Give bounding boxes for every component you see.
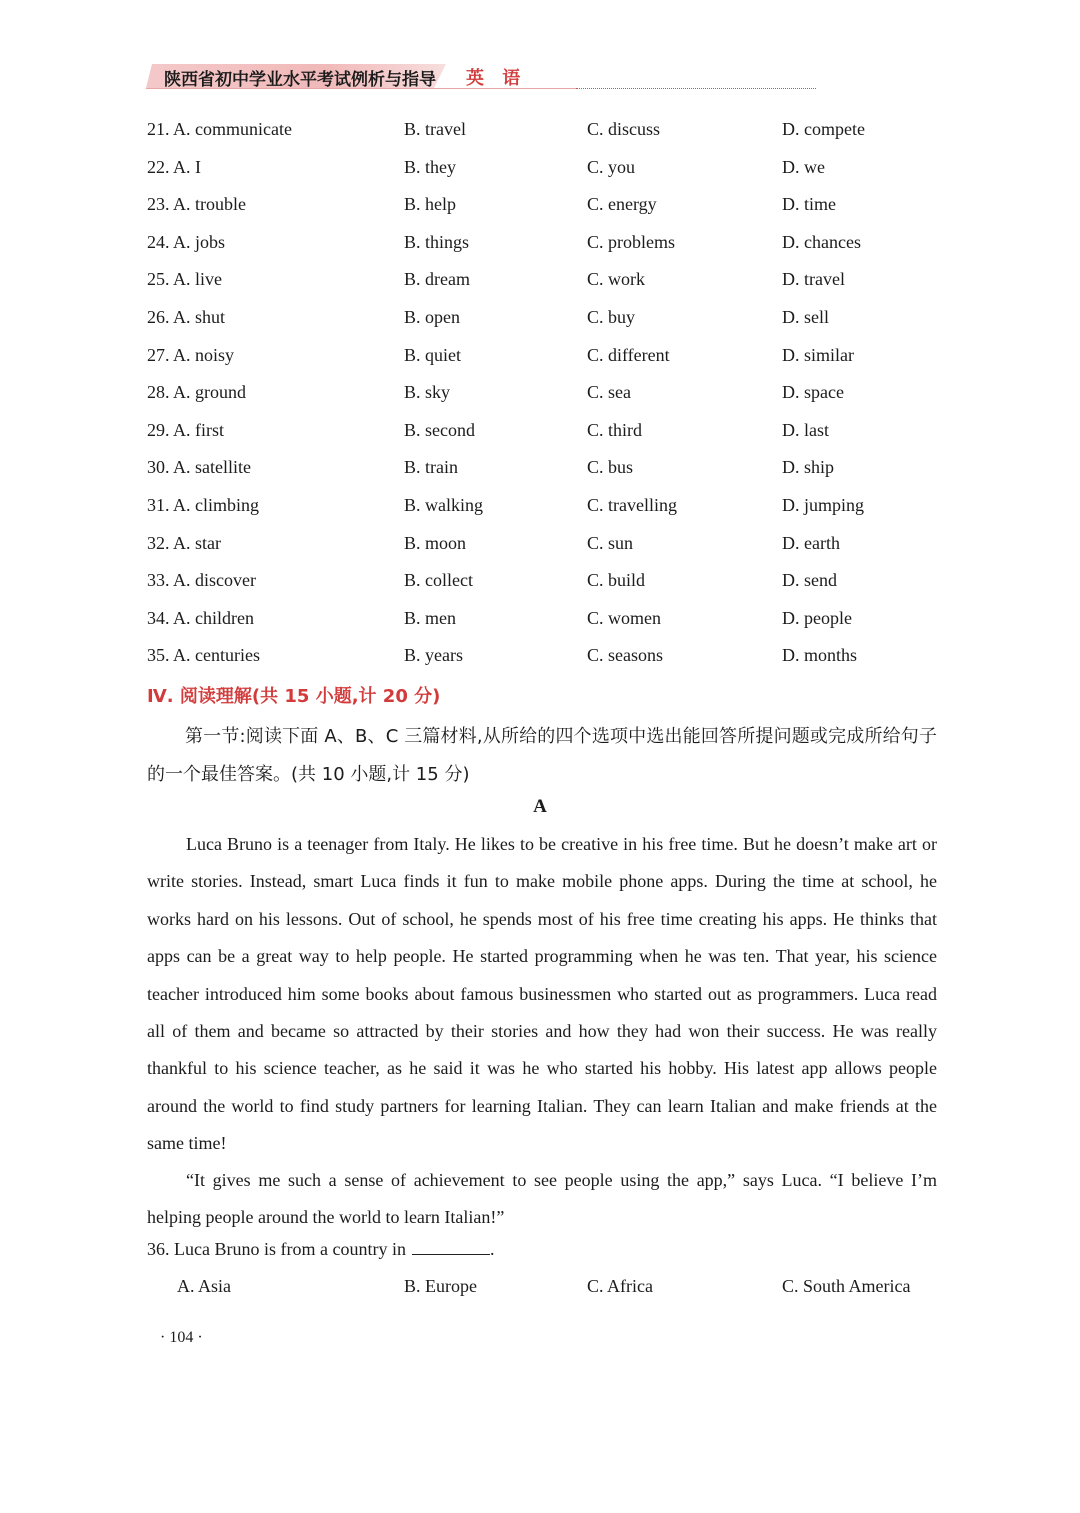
option-b: B. open — [404, 307, 460, 327]
option-b: B. help — [404, 194, 456, 215]
option-b: B. dream — [404, 269, 470, 290]
section-title: Ⅳ. 阅读理解(共 15 小题,计 20 分) — [147, 686, 441, 707]
option-b: B. moon — [404, 532, 467, 553]
option-d: D. jumping — [782, 495, 865, 515]
option-row — [0, 645, 1080, 675]
option-d: D. people — [782, 607, 852, 628]
option-b: B. quiet — [404, 344, 461, 365]
option-a: 23. A. trouble — [147, 194, 246, 215]
option-b: B. years — [404, 645, 463, 666]
option-b: B. men — [404, 607, 456, 628]
option-row — [0, 420, 1080, 450]
header-dotted-rule — [576, 88, 816, 89]
option-c: C. sun — [587, 532, 634, 553]
option-c: C. you — [587, 156, 636, 177]
option-row — [0, 382, 1080, 412]
header-title: 陕西省初中学业水平考试例析与指导 — [164, 70, 436, 90]
option-c: C. build — [587, 570, 646, 591]
option-b: B. sky — [404, 382, 451, 403]
question-36-stem: 36. Luca Bruno is from a country in — [147, 1239, 406, 1259]
option-c: C. women — [587, 607, 661, 628]
option-a: 33. A. discover — [147, 570, 256, 591]
section-instruction: 第一节:阅读下面 A、B、C 三篇材料,从所给的四个选项中选出能回答所提问题或完成所给句子的一个最佳答案。(共 10 小题,计 15 分) — [147, 726, 937, 785]
answer-blank — [412, 1238, 490, 1255]
option-c: C. different — [587, 344, 670, 365]
option-d: D. chances — [782, 231, 861, 252]
option-b: B. they — [404, 156, 456, 177]
option-c: C. work — [587, 269, 645, 290]
header-subject: 英 语 — [466, 68, 527, 89]
option-row — [0, 232, 1080, 262]
option-d: D. months — [782, 645, 858, 666]
option-row — [0, 157, 1080, 187]
option-d: D. earth — [782, 532, 840, 553]
option-a: 28. A. ground — [147, 382, 246, 403]
option-c: C. discuss — [587, 119, 661, 139]
option-b: B. train — [404, 457, 458, 478]
option-b: B. things — [404, 231, 470, 252]
option-row — [0, 307, 1080, 337]
passage-label: A — [533, 796, 547, 817]
option-row — [0, 345, 1080, 375]
option-row — [0, 608, 1080, 638]
option-d: D. compete — [782, 119, 865, 139]
option-c: C. buy — [587, 307, 636, 327]
option-a: 22. A. I — [147, 156, 201, 177]
passage-paragraph-1: Luca Bruno is a teenager from Italy. He likes to be creative in his free time. But he doesn’t make art or write stories. Instead, smart Luca finds it fun to make mobile phone apps. During the time at school, he works hard on his lessons. Out of school, he spends most of his free time creating his apps. He thinks that apps can be a great way to help people. He started programming when he was ten. That year, his science teacher introduced him some books about famous businessmen who started out as programmers. Luca read all of them and became so attracted by their stories and how they had won their success. He was really thankful to his science teacher, as he said it was he who started his hobby. His latest app allows people around the world to find study partners for learning Italian. They can learn Italian and make friends at the same time! — [147, 834, 937, 1154]
option-d: D. ship — [782, 457, 835, 478]
option-d: C. South America — [782, 1276, 911, 1296]
option-a: 21. A. communicate — [147, 119, 292, 139]
option-d: D. send — [782, 570, 837, 591]
option-row — [0, 194, 1080, 224]
option-c: C. bus — [587, 457, 634, 478]
option-a: 31. A. climbing — [147, 495, 259, 515]
question-36 — [147, 1238, 494, 1260]
option-b: B. walking — [404, 495, 483, 515]
option-d: D. space — [782, 382, 844, 403]
option-a: 24. A. jobs — [147, 231, 226, 252]
option-c: C. seasons — [587, 645, 663, 666]
option-c: C. energy — [587, 194, 657, 215]
option-row — [0, 119, 1080, 149]
option-d: D. last — [782, 419, 829, 440]
option-a: A. Asia — [177, 1276, 231, 1296]
passage-paragraph-2: “It gives me such a sense of achievement to see people using the app,” says Luca. “I believe I’m helping people around the world to learn Italian!” — [147, 1170, 937, 1228]
option-a: 29. A. first — [147, 419, 225, 440]
option-a: 30. A. satellite — [147, 457, 251, 478]
question-36-end: . — [489, 1239, 495, 1259]
option-d: D. similar — [782, 344, 854, 365]
option-c: C. Africa — [587, 1276, 653, 1296]
option-a: 35. A. centuries — [147, 645, 260, 666]
option-b: B. Europe — [404, 1276, 477, 1296]
page-header — [146, 62, 816, 90]
option-d: D. we — [782, 156, 825, 177]
option-d: D. sell — [782, 307, 829, 327]
option-row — [0, 495, 1080, 525]
option-a: 26. A. shut — [147, 307, 226, 327]
option-d: D. time — [782, 194, 836, 215]
option-row — [0, 457, 1080, 487]
option-c: C. travelling — [587, 495, 677, 515]
option-c: C. problems — [587, 231, 675, 252]
option-b: B. collect — [404, 570, 473, 591]
page-number: · 104 · — [160, 1329, 203, 1346]
option-a: 32. A. star — [147, 532, 221, 553]
option-b: B. second — [404, 419, 475, 440]
option-d: D. travel — [782, 269, 845, 290]
option-b: B. travel — [404, 119, 466, 139]
option-row — [0, 570, 1080, 600]
option-c: C. sea — [587, 382, 631, 403]
option-row — [0, 533, 1080, 563]
option-a: 34. A. children — [147, 607, 254, 628]
option-c: C. third — [587, 419, 643, 440]
option-row — [0, 269, 1080, 299]
option-a: 27. A. noisy — [147, 344, 235, 365]
option-a: 25. A. live — [147, 269, 222, 290]
